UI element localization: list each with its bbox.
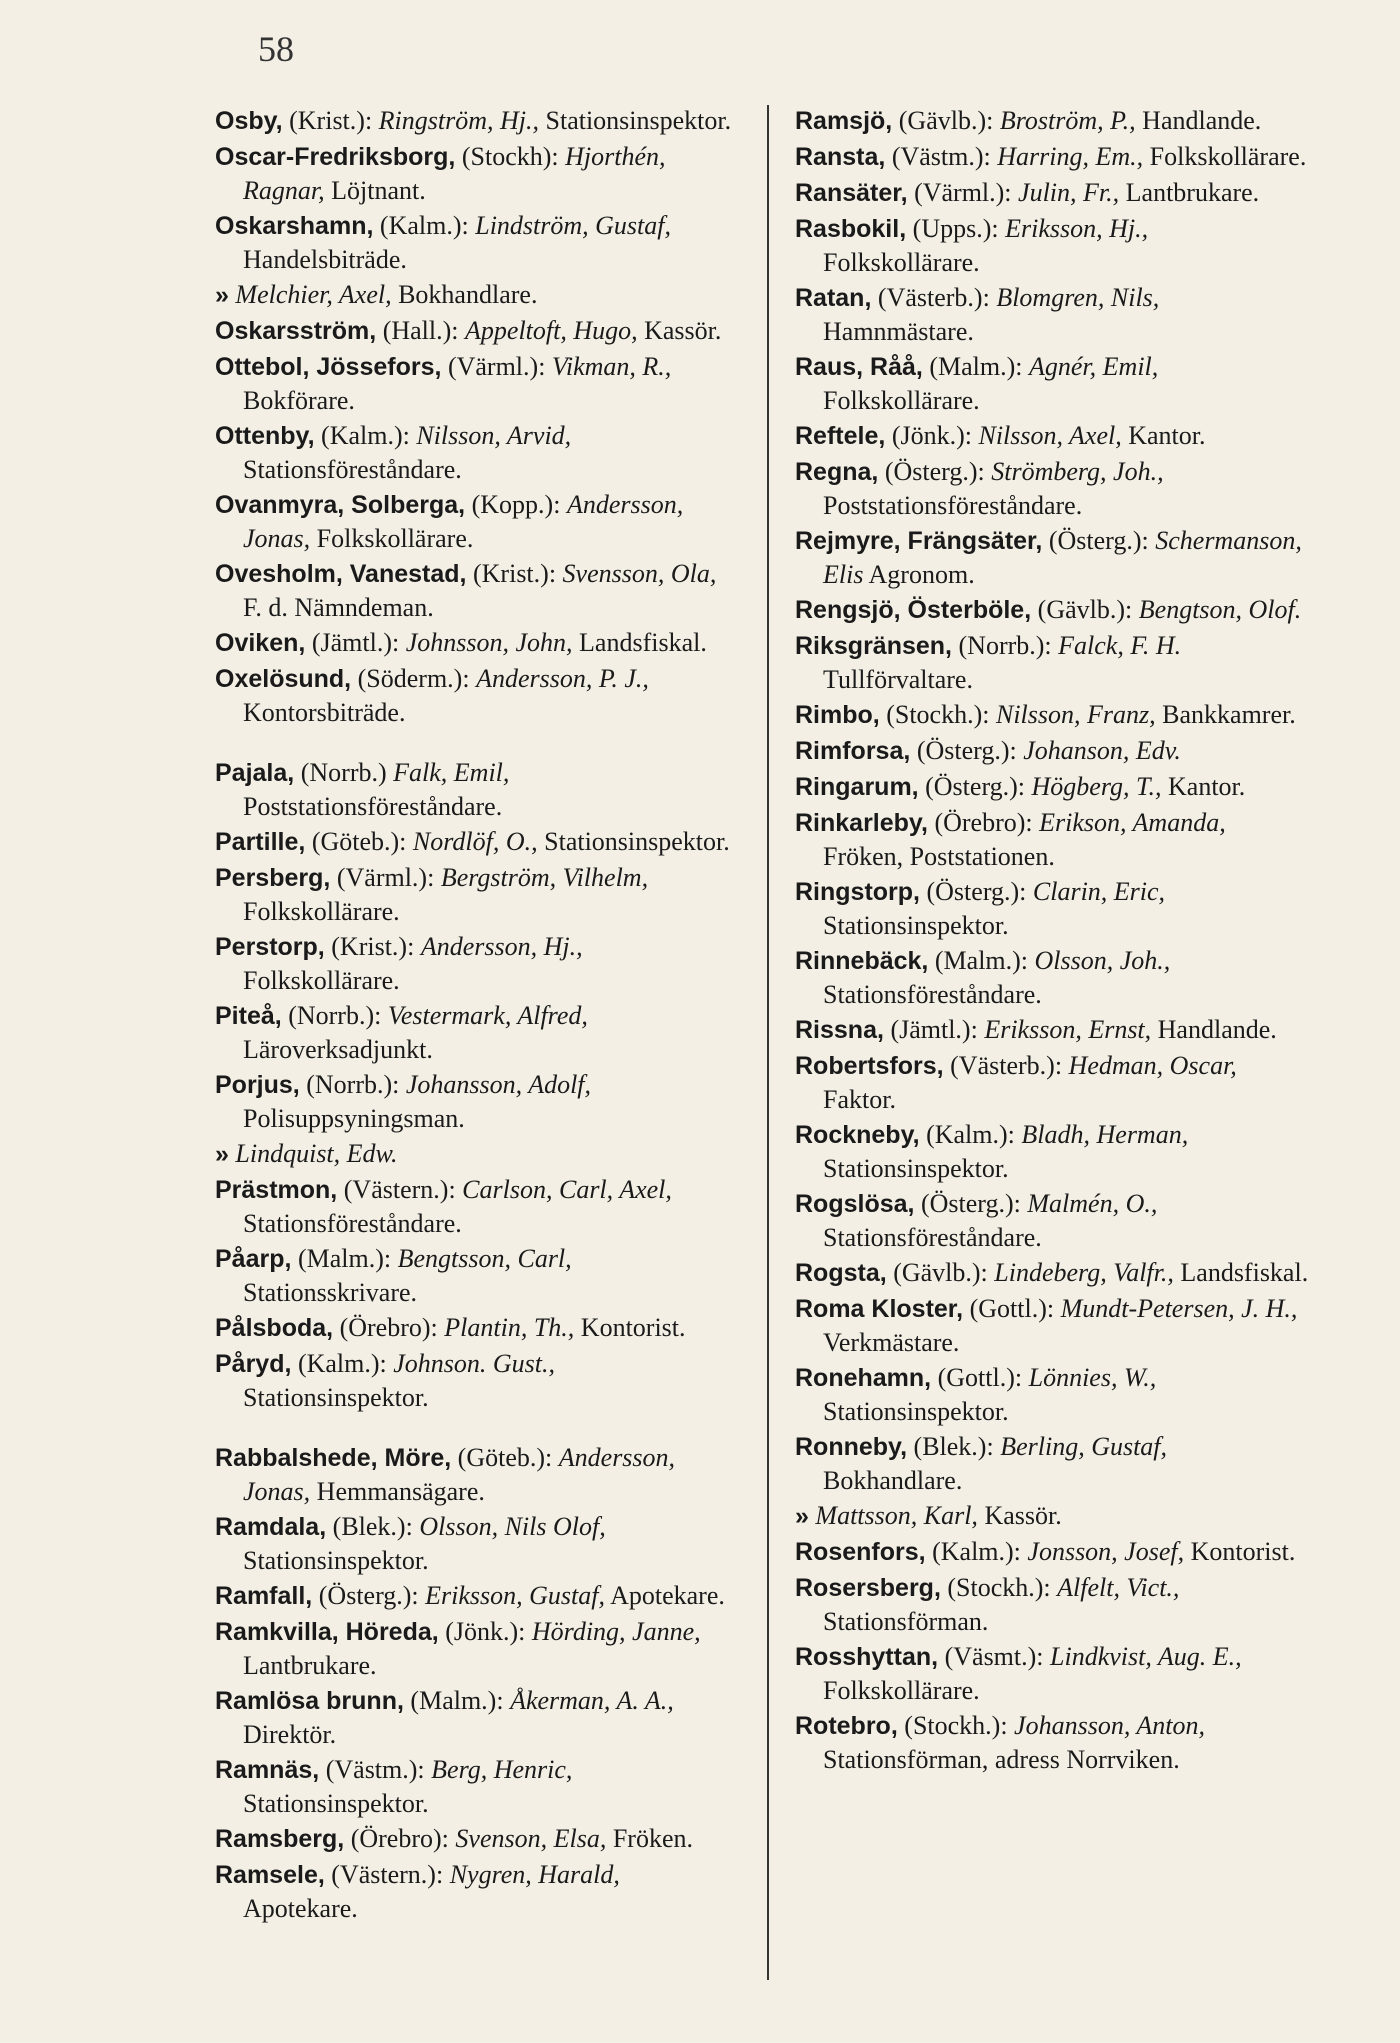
directory-entry [215,1441,735,1508]
entry-role: Landsfiskal. [579,628,707,657]
entry-role: Stationsinspektor. [243,1546,429,1575]
entry-name: Mundt-Petersen, J. H., [1060,1294,1298,1323]
entry-role: Folkskollärare. [243,897,400,926]
entry-role: Stationsföreståndare. [243,1209,462,1238]
entry-name: Bengtsson, Carl, [397,1244,572,1273]
entry-region: (Jönk.): [445,1617,526,1646]
entry-role: Bokhandlare. [823,1466,963,1495]
entry-region: (Malm.): [934,946,1029,975]
directory-entry [215,861,735,928]
entry-region: (Upps.): [912,214,999,243]
entry-name: Mattsson, Karl, [815,1501,978,1530]
entry-place: Piteå, [215,1002,282,1030]
directory-entry [215,314,735,348]
entry-place: Rissna, [795,1016,884,1044]
entry-role: Fröken, Poststationen. [823,842,1055,871]
entry-region: (Norrb.) [300,758,387,787]
right-column [795,104,1310,1778]
entry-name: Schermanson, Elis [823,526,1302,589]
directory-entry [795,104,1310,138]
entry-name: Lindquist, Edw. [235,1139,398,1168]
directory-entry [795,176,1310,210]
entry-region: (Malm.): [410,1686,504,1715]
entry-role: Stationsförman. [823,1607,989,1636]
directory-entry [215,825,735,859]
entry-place: Ransta, [795,143,886,171]
directory-entry [215,488,735,555]
entry-name: Högberg, T., [1031,772,1162,801]
entry-name: Blomgren, Nils, [996,283,1160,312]
entry-place: » [215,1140,229,1168]
entry-role: Hemmansägare. [316,1477,485,1506]
directory-entry [795,1535,1310,1569]
entry-role: Landsfiskal. [1180,1258,1309,1287]
entry-place: Ransäter, [795,179,908,207]
entry-role: Agronom. [868,560,975,589]
entry-name: Johnsson, John, [405,628,573,657]
entry-place: Perstorp, [215,933,325,961]
directory-entry [215,930,735,997]
entry-place: Rosersberg, [795,1574,941,1602]
entry-region: (Värml.): [914,178,1012,207]
entry-place: » [215,281,229,309]
entry-name: Åkerman, A. A., [510,1686,674,1715]
entry-region: (Hall.): [382,316,459,345]
entry-role: Apotekare. [243,1894,358,1923]
directory-entry [215,1137,735,1171]
directory-entry [215,1753,735,1820]
entry-name: Agnér, Emil, [1029,352,1159,381]
entry-name: Nordlöf, O., [412,827,538,856]
entry-region: (Stockh.): [886,700,990,729]
entry-place: Rabbalshede, Möre, [215,1444,452,1472]
entry-role: Stationsinspektor. [823,1154,1009,1183]
entry-name: Jonsson, Josef, [1027,1537,1185,1566]
entry-place: Oscar-Fredriksborg, [215,143,456,171]
entry-name: Andersson, Jonas, [243,490,684,553]
entry-role: Fröken. [612,1824,693,1853]
entry-place: Osby, [215,107,283,135]
entry-role: Folkskollärare. [316,524,474,553]
entry-region: (Gottl.): [969,1294,1055,1323]
entry-place: Oviken, [215,629,306,657]
directory-entry [215,419,735,486]
entry-role: Kantor. [1128,421,1206,450]
entry-place: Ottebol, Jössefors, [215,353,442,381]
entry-role: Verkmästare. [823,1328,960,1357]
entry-name: Clarin, Eric, [1032,877,1166,906]
directory-entry [795,629,1310,696]
directory-entry [795,1049,1310,1116]
entry-name: Harring, Em., [997,142,1144,171]
directory-entry [795,875,1310,942]
entry-name: Svenson, Elsa, [455,1824,607,1853]
entry-place: Ramsele, [215,1861,325,1889]
entry-region: (Krist.): [473,559,557,588]
entry-region: (Gävlb.): [898,106,994,135]
entry-place: Rosshyttan, [795,1643,939,1671]
entry-role: Kantor. [1168,772,1246,801]
entry-name: Olsson, Joh., [1034,946,1171,975]
entry-place: Rimbo, [795,701,880,729]
entry-role: Läroverksadjunkt. [243,1035,433,1064]
entry-name: Johnson. Gust., [393,1349,556,1378]
directory-entry [215,1068,735,1135]
entry-place: Roma Kloster, [795,1295,964,1323]
entry-place: Oskarshamn, [215,212,374,240]
entry-place: Påarp, [215,1245,292,1273]
entry-role: Lantbrukare. [243,1651,377,1680]
directory-entry [795,455,1310,522]
entry-role: Polisuppsyningsman. [243,1104,465,1133]
entry-region: (Stockh): [461,142,559,171]
entry-role: Löjtnant. [331,176,426,205]
entry-region: (Blek.): [332,1512,413,1541]
directory-entry [215,209,735,276]
entry-name: Strömberg, Joh., [991,457,1164,486]
entry-place: Prästmon, [215,1176,338,1204]
entry-region: (Kalm.): [926,1120,1015,1149]
entry-role: Stationsföreståndare. [823,1223,1042,1252]
entry-region: (Västerb.): [877,283,990,312]
entry-place: Ramnäs, [215,1756,320,1784]
entry-name: Johanson, Edv. [1023,736,1181,765]
entry-place: Påryd, [215,1350,292,1378]
directory-entry [795,419,1310,453]
entry-name: Eriksson, Hj., [1005,214,1149,243]
entry-region: (Malm.): [929,352,1023,381]
entry-region: (Västm.): [891,142,991,171]
entry-role: Hamnmästare. [823,317,974,346]
entry-name: Falk, Emil, [393,758,510,787]
directory-entry [215,1822,735,1856]
directory-entry [215,278,735,312]
entry-role: Bokförare. [243,386,355,415]
entry-region: (Jämtl.): [311,628,400,657]
entry-place: Rinnebäck, [795,947,929,975]
directory-entry [795,212,1310,279]
entry-place: Porjus, [215,1071,300,1099]
entry-name: Julin, Fr., [1018,178,1120,207]
entry-place: Rotebro, [795,1712,898,1740]
entry-region: (Västern.): [343,1175,456,1204]
entry-role: Stationsföreståndare. [823,980,1042,1009]
entry-name: Lönnies, W., [1028,1363,1157,1392]
entry-role: Stationsinspektor. [544,827,730,856]
entry-role: Handlande. [1157,1015,1277,1044]
entry-role: Handlande. [1142,106,1262,135]
entry-place: Rockneby, [795,1121,920,1149]
column-divider [767,105,769,1980]
left-column [215,104,735,1927]
entry-role: Bokhandlare. [398,280,538,309]
entry-name: Lindkvist, Aug. E., [1050,1642,1242,1671]
entry-role: Handelsbiträde. [243,245,407,274]
entry-name: Malmén, O., [1027,1189,1158,1218]
directory-entry [215,104,735,138]
entry-name: Andersson, P. J., [476,664,649,693]
entry-region: (Kalm.): [379,211,469,240]
entry-place: Rengsjö, Österböle, [795,596,1032,624]
entry-region: (Värml.): [447,352,546,381]
entry-place: Ramsberg, [215,1825,345,1853]
entry-place: Persberg, [215,864,331,892]
entry-region: (Värml.): [336,863,435,892]
entry-region: (Stockh.): [947,1573,1051,1602]
entry-region: (Jönk.): [891,421,972,450]
entry-region: (Gottl.): [937,1363,1023,1392]
directory-entry [215,999,735,1066]
entry-role: Kassör. [644,316,722,345]
entry-role: Bankkamrer. [1162,700,1296,729]
entry-region: (Österg.): [925,772,1026,801]
directory-entry [215,626,735,660]
directory-entry [795,1571,1310,1638]
entry-name: Nygren, Harald, [449,1860,620,1889]
entry-place: Ringstorp, [795,878,920,906]
directory-entry [795,350,1310,417]
entry-place: Oxelösund, [215,665,352,693]
directory-entry [795,944,1310,1011]
entry-region: (Söderm.): [357,664,470,693]
entry-role: Stationsinspektor. [243,1383,429,1412]
entry-role: Folkskollärare. [243,966,400,995]
entry-place: Ratan, [795,284,872,312]
entry-region: (Västern.): [331,1860,444,1889]
entry-place: Rimforsa, [795,737,911,765]
directory-entry [795,1361,1310,1428]
directory-entry [215,1173,735,1240]
entry-place: Ramkvilla, Höreda, [215,1618,439,1646]
entry-place: Ringarum, [795,773,919,801]
directory-entry [215,1347,735,1414]
entry-name: Bengtson, Olof. [1138,595,1302,624]
entry-region: (Gävlb.): [893,1258,988,1287]
entry-place: Pålsboda, [215,1314,334,1342]
entry-region: (Österg.): [920,1189,1021,1218]
entry-name: Broström, P., [999,106,1136,135]
entry-role: Stationsföreståndare. [243,455,462,484]
directory-entry [215,1510,735,1577]
entry-name: Eriksson, Gustaf, [425,1581,605,1610]
entry-place: Riksgränsen, [795,632,953,660]
entry-place: Rosenfors, [795,1538,926,1566]
entry-region: (Krist.): [289,106,373,135]
entry-place: Ramsjö, [795,107,893,135]
entry-region: (Norrb.): [306,1070,400,1099]
directory-entry [795,1013,1310,1047]
entry-role: Stationsinspektor. [545,106,732,135]
entry-name: Bergström, Vilhelm, [440,863,649,892]
entry-region: (Gävlb.): [1037,595,1133,624]
entry-region: (Kalm.): [321,421,410,450]
entry-place: Rogslösa, [795,1190,915,1218]
directory-entry [215,140,735,207]
entry-name: Ringström, Hj., [378,106,540,135]
entry-place: Reftele, [795,422,886,450]
entry-role: Poststationsföreståndare. [823,491,1083,520]
entry-name: Carlson, Carl, Axel, [462,1175,672,1204]
directory-entry [215,1242,735,1309]
entry-region: (Stockh.): [904,1711,1008,1740]
directory-entry [215,756,735,823]
directory-entry [795,806,1310,873]
directory-entry [795,593,1310,627]
entry-region: (Malm.): [297,1244,392,1273]
entry-role: Tullförvaltare. [823,665,973,694]
entry-role: Stationsinspektor. [243,1789,429,1818]
entry-region: (Kopp.): [471,490,561,519]
entry-name: Berg, Henric, [431,1755,573,1784]
directory-entry [215,350,735,417]
entry-name: Hörding, Janne, [531,1617,701,1646]
directory-entry [215,1579,735,1613]
directory-entry [795,1292,1310,1359]
entry-region: (Norrb.): [958,631,1052,660]
entry-region: (Göteb.): [457,1443,553,1472]
directory-entry [795,1709,1310,1776]
entry-role: Folkskollärare. [823,248,980,277]
entry-role: Faktor. [823,1085,896,1114]
entry-region: (Krist.): [331,932,415,961]
entry-name: Eriksson, Ernst, [984,1015,1152,1044]
entry-role: Stationsskrivare. [243,1278,418,1307]
entry-role: Kontorist. [1190,1537,1296,1566]
entry-name: Johansson, Anton, [1014,1711,1205,1740]
directory-entry [215,662,735,729]
entry-name: Johansson, Adolf, [405,1070,592,1099]
entry-region: (Österg.): [318,1581,419,1610]
entry-name: Andersson, Jonas, [243,1443,676,1506]
entry-region: (Västm.): [325,1755,425,1784]
directory-entry [795,281,1310,348]
entry-name: Melchier, Axel, [235,280,392,309]
directory-entry [795,1640,1310,1707]
entry-place: Ramdala, [215,1513,327,1541]
entry-place: Regna, [795,458,879,486]
directory-entry [795,1256,1310,1290]
entry-name: Alfelt, Vict., [1057,1573,1180,1602]
directory-entry [795,734,1310,768]
entry-role: Folkskollärare. [823,1676,980,1705]
entry-region: (Örebro): [934,808,1033,837]
entry-role: Direktör. [243,1720,337,1749]
directory-entry [795,698,1310,732]
entry-role: Stationsinspektor. [823,911,1009,940]
entry-place: Rejmyre, Frängsäter, [795,527,1043,555]
entry-region: (Göteb.): [311,827,407,856]
entry-name: Nilsson, Franz, [995,700,1156,729]
entry-role: Folkskollärare. [1149,142,1307,171]
directory-entry [795,1430,1310,1497]
directory-entry [795,524,1310,591]
entry-name: Vestermark, Alfred, [387,1001,588,1030]
entry-place: Oskarsström, [215,317,377,345]
entry-name: Hedman, Oscar, [1068,1051,1237,1080]
entry-place: Ronneby, [795,1433,908,1461]
entry-name: Plantin, Th., [444,1313,575,1342]
entry-place: Ovesholm, Vanestad, [215,560,467,588]
entry-region: (Blek.): [913,1432,994,1461]
directory-entry [795,1499,1310,1533]
entry-name: Svensson, Ola, [562,559,717,588]
entry-place: Partille, [215,828,306,856]
entry-region: (Örebro): [350,1824,449,1853]
entry-place: Rinkarleby, [795,809,928,837]
entry-name: Bladh, Herman, [1021,1120,1189,1149]
directory-entry [215,1615,735,1682]
entry-name: Vikman, R., [551,352,672,381]
entry-region: (Österg.): [916,736,1017,765]
entry-place: Robertsfors, [795,1052,944,1080]
entry-place: Rogsta, [795,1259,887,1287]
entry-name: Appeltoft, Hugo, [465,316,638,345]
entry-region: (Örebro): [339,1313,438,1342]
entry-role: Lantbrukare. [1125,178,1260,207]
entry-role: Apotekare. [610,1581,725,1610]
entry-region: (Västerb.): [950,1051,1063,1080]
entry-role: Kassör. [984,1501,1062,1530]
directory-entry [795,1187,1310,1254]
entry-name: Lindström, Gustaf, [475,211,671,240]
entry-place: Ronehamn, [795,1364,932,1392]
entry-region: (Väsmt.): [944,1642,1044,1671]
entry-region: (Kalm.): [932,1537,1021,1566]
directory-entry [215,1684,735,1751]
entry-region: (Jämtl.): [890,1015,978,1044]
entry-role: Kontorsbiträde. [243,698,406,727]
entry-name: Lindeberg, Valfr., [994,1258,1174,1287]
entry-name: Falck, F. H. [1058,631,1182,660]
entry-place: » [795,1502,809,1530]
entry-name: Nilsson, Arvid, [416,421,572,450]
entry-role: Folkskollärare. [823,386,980,415]
entry-role: Stationsförman, adress Norrviken. [823,1745,1180,1774]
directory-entry [215,557,735,624]
entry-region: (Österg.): [926,877,1027,906]
directory-entry [795,1118,1310,1185]
entry-name: Olsson, Nils Olof, [419,1512,606,1541]
entry-role: Poststationsföreståndare. [243,792,503,821]
entry-place: Rasbokil, [795,215,907,243]
directory-entry [795,140,1310,174]
entry-role: F. d. Nämndeman. [243,593,434,622]
entry-name: Andersson, Hj., [420,932,583,961]
entry-name: Erikson, Amanda, [1039,808,1226,837]
entry-region: (Österg.): [884,457,985,486]
entry-region: (Österg.): [1048,526,1149,555]
entry-place: Pajala, [215,759,295,787]
entry-name: Nilsson, Axel, [978,421,1122,450]
directory-entry [215,1311,735,1345]
entry-role: Kontorist. [580,1313,686,1342]
entry-name: Hjorthén, Ragnar, [243,142,666,205]
entry-place: Ovanmyra, Solberga, [215,491,466,519]
entry-place: Ottenby, [215,422,315,450]
entry-place: Ramfall, [215,1582,313,1610]
entry-name: Berling, Gustaf, [1000,1432,1168,1461]
directory-entry [215,1858,735,1925]
directory-entry [795,770,1310,804]
page-number: 58 [258,29,294,69]
entry-place: Ramlösa brunn, [215,1687,404,1715]
entry-place: Raus, Råå, [795,353,923,381]
entry-role: Stationsinspektor. [823,1397,1009,1426]
entry-region: (Kalm.): [297,1349,387,1378]
entry-region: (Norrb.): [288,1001,382,1030]
